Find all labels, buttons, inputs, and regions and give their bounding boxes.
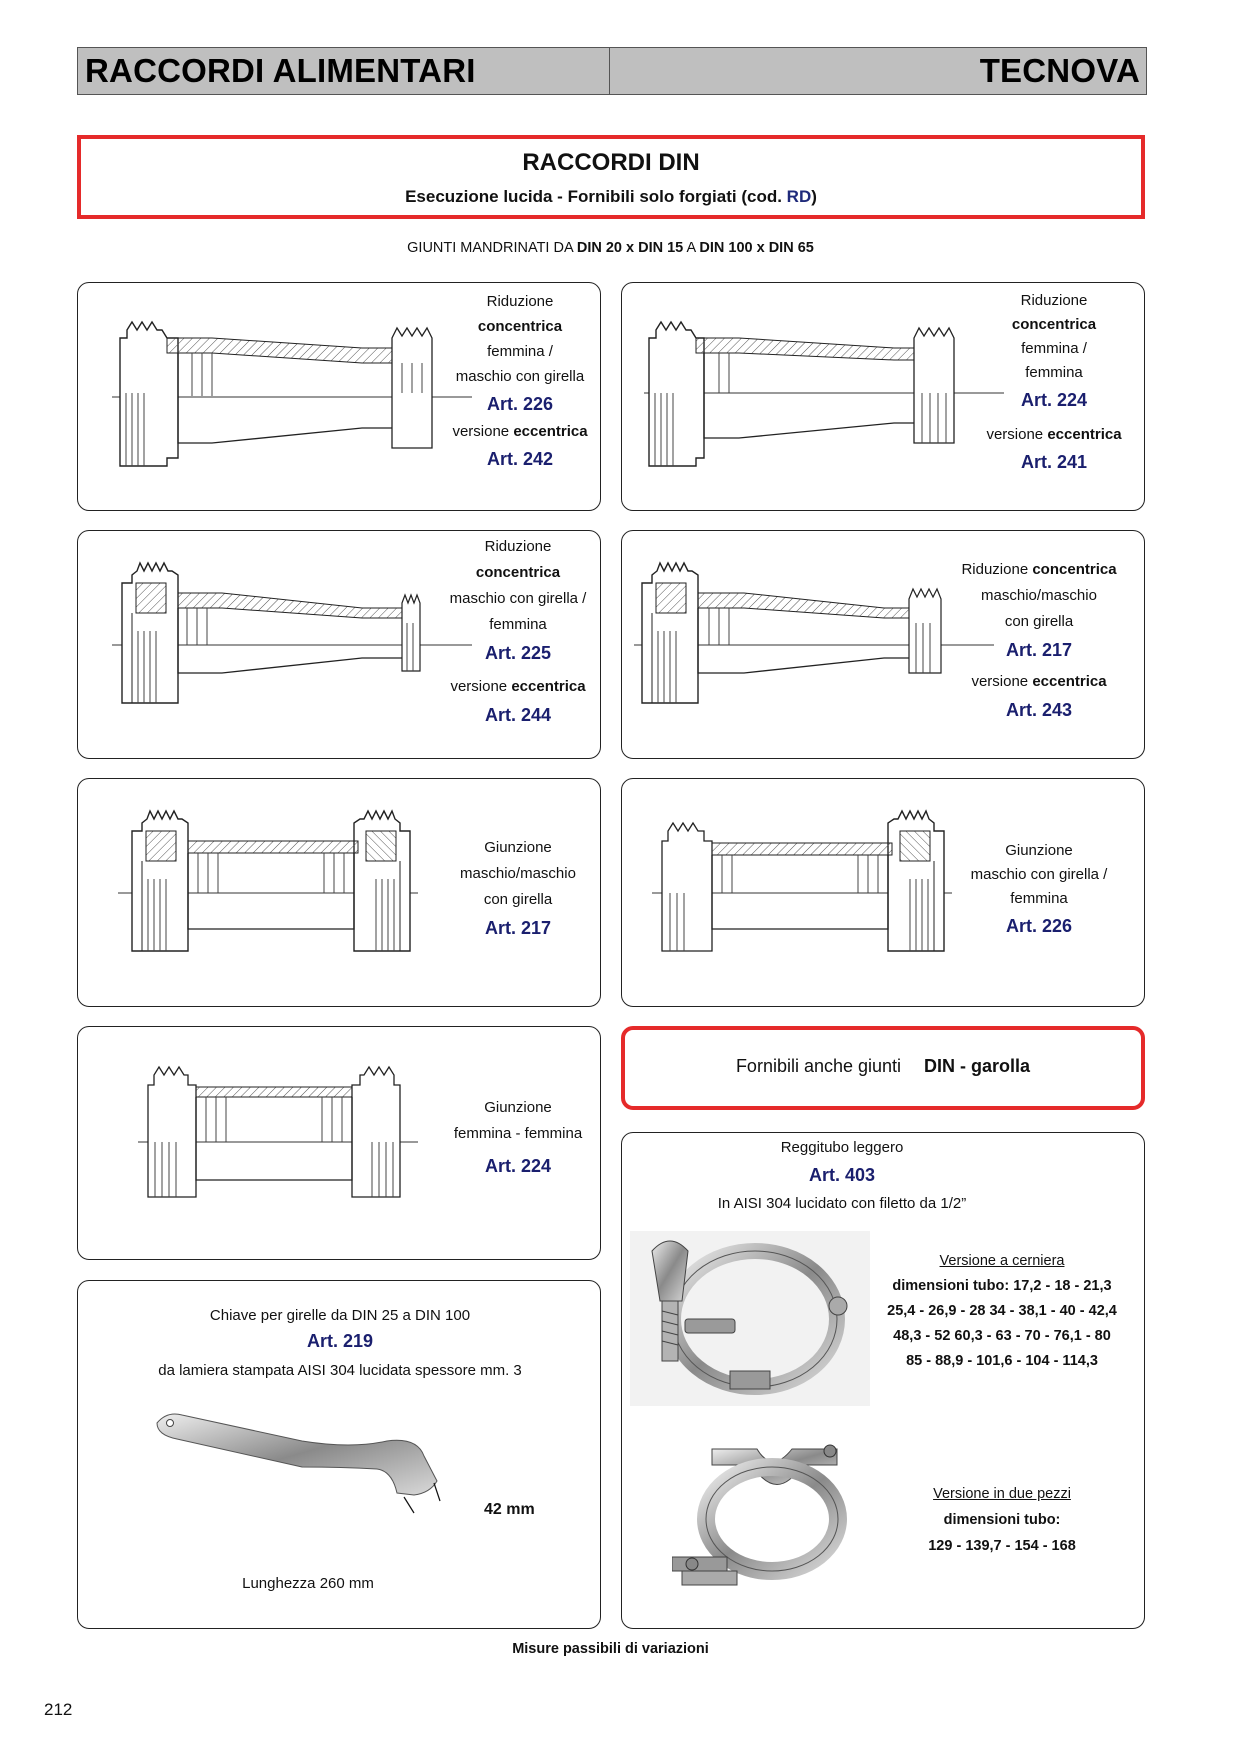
p3-v-pre: versione bbox=[450, 678, 512, 695]
subtitle-text: Esecuzione lucida - Fornibili solo forgiati (cod. bbox=[405, 187, 787, 206]
drawing-joint-224 bbox=[138, 1055, 418, 1245]
p8-v1-l4: 85 - 88,9 - 101,6 - 104 - 114,3 bbox=[906, 1353, 1098, 1369]
p5-l3: con girella bbox=[483, 891, 553, 908]
p4-version bbox=[954, 669, 1124, 695]
panel-4-text bbox=[954, 557, 1124, 725]
subtitle-code: RD bbox=[786, 187, 812, 206]
p4-l1-pre: Riduzione bbox=[961, 561, 1033, 578]
garolla-note bbox=[621, 1026, 1145, 1110]
p4-art: Art. 217 bbox=[1005, 640, 1073, 660]
panel-6-text bbox=[954, 839, 1124, 941]
p1-l1: Riduzione bbox=[486, 293, 554, 310]
panel-5-text bbox=[438, 835, 598, 943]
panel-key-219 bbox=[77, 1280, 601, 1629]
p8-v1-block bbox=[862, 1249, 1142, 1374]
p2-art: Art. 224 bbox=[1020, 390, 1088, 410]
range-p1: GIUNTI MANDRINATI DA bbox=[407, 240, 577, 256]
p6-l2: maschio con girella / bbox=[970, 866, 1108, 883]
p7-l2: femmina - femmina bbox=[453, 1125, 583, 1142]
hinged-clamp-image bbox=[630, 1231, 870, 1406]
p4-l1-bold: concentrica bbox=[1032, 561, 1117, 578]
p2-v-pre: versione bbox=[986, 426, 1048, 443]
p1-art: Art. 226 bbox=[486, 394, 554, 414]
p2-l4: femmina bbox=[1025, 364, 1083, 381]
section-title: RACCORDI DIN bbox=[522, 149, 700, 176]
p9-l2: da lamiera stampata AISI 304 lucidata spessore mm. 3 bbox=[158, 1362, 522, 1379]
p3-l3: maschio con girella / bbox=[449, 590, 587, 607]
footer-note: Misure passibili di variazioni bbox=[512, 1641, 709, 1657]
p3-v-bold: eccentrica bbox=[511, 678, 586, 695]
range-p3: A bbox=[683, 240, 700, 256]
section-subtitle bbox=[81, 187, 1141, 207]
p5-l1: Giunzione bbox=[484, 839, 552, 856]
garolla-prefix: Fornibili anche giunti bbox=[735, 1056, 902, 1076]
p8-v1-l2: 25,4 - 26,9 - 28 34 - 38,1 - 40 - 42,4 bbox=[887, 1303, 1117, 1319]
p1-v-pre: versione bbox=[452, 423, 514, 440]
header-brand: TECNOVA bbox=[979, 52, 1140, 89]
range-p2: DIN 20 x DIN 15 bbox=[576, 240, 684, 256]
panel-joint-217 bbox=[77, 778, 601, 1007]
p2-v-bold: eccentrica bbox=[1047, 426, 1122, 443]
p2-l3: femmina / bbox=[1021, 340, 1087, 357]
p7-art: Art. 224 bbox=[484, 1156, 552, 1176]
drawing-joint-217 bbox=[118, 801, 418, 991]
p8-v2-l2: 129 - 139,7 - 154 - 168 bbox=[928, 1538, 1076, 1554]
panel-3-text bbox=[438, 534, 598, 730]
p1-l2: concentrica bbox=[477, 318, 563, 335]
p1-v-bold: eccentrica bbox=[513, 423, 588, 440]
garolla-bold: DIN - garolla bbox=[924, 1056, 1031, 1076]
panel-reduction-226 bbox=[77, 282, 601, 511]
p4-art2: Art. 243 bbox=[1005, 700, 1073, 720]
p3-art: Art. 225 bbox=[484, 643, 552, 663]
wrench-image bbox=[152, 1401, 452, 1531]
p2-l2: concentrica bbox=[1011, 316, 1097, 333]
section-title-box bbox=[77, 135, 1145, 219]
p1-art2: Art. 242 bbox=[486, 449, 554, 469]
p8-v1-dim: dimensioni tubo: 17,2 - 18 - 21,3 bbox=[892, 1278, 1112, 1294]
panel-7-text bbox=[438, 1095, 598, 1181]
header-left-title: RACCORDI ALIMENTARI bbox=[85, 52, 476, 89]
p9-dimension: 42 mm bbox=[484, 1501, 535, 1518]
panel-reduction-224 bbox=[621, 282, 1145, 511]
panel-1-text bbox=[440, 289, 600, 474]
p9-l1: Chiave per girelle da DIN 25 a DIN 100 bbox=[209, 1307, 471, 1324]
p6-art: Art. 226 bbox=[1005, 916, 1073, 936]
p3-l2: concentrica bbox=[475, 564, 561, 581]
subtitle-suffix: ) bbox=[811, 187, 817, 206]
p6-l3: femmina bbox=[1010, 890, 1068, 907]
p8-v2-block bbox=[862, 1481, 1142, 1559]
p5-art: Art. 217 bbox=[484, 918, 552, 938]
p9-length: Lunghezza 260 mm bbox=[242, 1575, 374, 1592]
p7-l1: Giunzione bbox=[484, 1099, 552, 1116]
p8-desc: In AISI 304 lucidato con filetto da 1/2” bbox=[717, 1195, 967, 1212]
p2-version bbox=[974, 423, 1134, 447]
p4-v-pre: versione bbox=[971, 673, 1033, 690]
p4-v-bold: eccentrica bbox=[1032, 673, 1107, 690]
panel-reduction-217 bbox=[621, 530, 1145, 759]
p1-l4: maschio con girella bbox=[455, 368, 585, 385]
header-left bbox=[77, 47, 610, 95]
p8-art: Art. 403 bbox=[808, 1165, 876, 1185]
page-number: 212 bbox=[44, 1700, 73, 1719]
p8-v2-title: Versione in due pezzi bbox=[933, 1486, 1071, 1502]
p4-l1 bbox=[954, 557, 1124, 583]
drawing-joint-226 bbox=[652, 801, 952, 991]
p8-v1-title: Versione a cerniera bbox=[939, 1253, 1065, 1269]
p3-l1: Riduzione bbox=[484, 538, 552, 555]
header-right bbox=[609, 47, 1147, 95]
two-piece-clamp-image bbox=[672, 1429, 872, 1599]
p3-art2: Art. 244 bbox=[484, 705, 552, 725]
p4-l3: con girella bbox=[1004, 613, 1074, 630]
p3-version bbox=[438, 674, 598, 700]
panel-pipe-clamp-403 bbox=[621, 1132, 1145, 1629]
p5-l2: maschio/maschio bbox=[460, 865, 576, 882]
p4-l2: maschio/maschio bbox=[981, 587, 1097, 604]
range-p4: DIN 100 x DIN 65 bbox=[699, 240, 814, 256]
p2-l1: Riduzione bbox=[1020, 292, 1088, 309]
p8-v2-dim: dimensioni tubo: bbox=[943, 1512, 1061, 1528]
drawing-reduction-226 bbox=[112, 308, 472, 488]
drawing-reduction-217 bbox=[634, 553, 994, 743]
drawing-reduction-225 bbox=[112, 553, 472, 743]
p3-l4: femmina bbox=[489, 616, 547, 633]
panel-joint-224 bbox=[77, 1026, 601, 1260]
panel-reduction-225 bbox=[77, 530, 601, 759]
garolla-text bbox=[625, 1056, 1141, 1077]
p8-title: Reggitubo leggero bbox=[780, 1139, 904, 1156]
range-note bbox=[0, 240, 1221, 256]
panel-2-text bbox=[974, 289, 1134, 477]
p1-l3: femmina / bbox=[487, 343, 553, 360]
p1-version bbox=[440, 419, 600, 444]
drawing-reduction-224 bbox=[644, 308, 1004, 488]
p9-art: Art. 219 bbox=[306, 1331, 374, 1351]
p8-v1-l3: 48,3 - 52 60,3 - 63 - 70 - 76,1 - 80 bbox=[893, 1328, 1111, 1344]
panel-joint-226 bbox=[621, 778, 1145, 1007]
p2-art2: Art. 241 bbox=[1020, 452, 1088, 472]
p6-l1: Giunzione bbox=[1005, 842, 1073, 859]
